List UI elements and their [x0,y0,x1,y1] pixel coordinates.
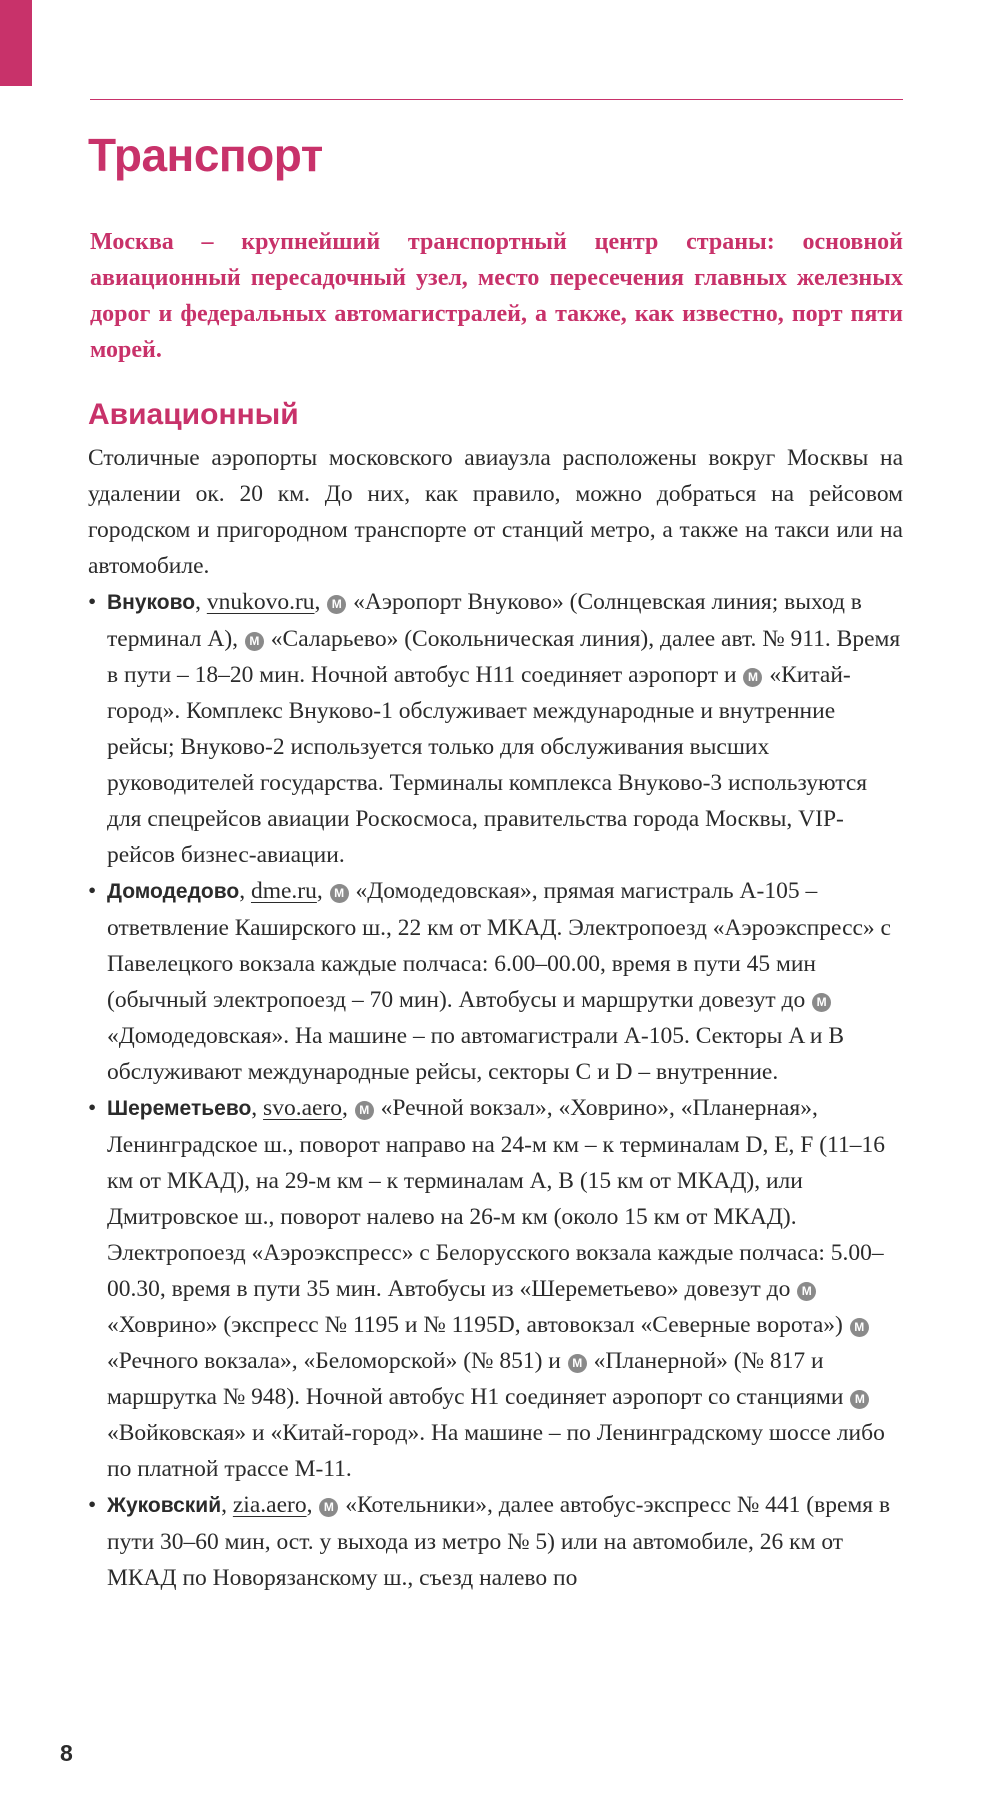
airport-link[interactable]: dme.ru [250,878,317,904]
section-title: Авиационный [88,398,299,431]
item-text: , [314,589,327,615]
bullet-icon: • [88,589,97,615]
list-item-domodedovo [88,873,903,1090]
metro-icon: М [245,632,264,651]
item-text: , [251,1095,264,1121]
airport-link[interactable]: zia.aero [232,1492,307,1518]
item-text: , [316,878,329,904]
item-text: , [306,1492,319,1518]
lead-paragraph: Москва – крупнейший транспортный центр страны: основной авиационный пересадочный узел, место пересечения главных железных дорог и федеральных автомагистралей, а также, как известно, порт пяти морей. [90,229,903,363]
metro-icon: М [797,1282,816,1301]
item-text: , [239,878,251,904]
section-intro: Столичные аэропорты московского авиаузла расположены вокруг Москвы на удалении ок. 20 км. До них, как правило, можно добраться на рейсовом городском и пригородном транспорте от станций метро, а также на такси или на автомобиле. [88,445,903,579]
corner-color-bar [0,0,32,86]
item-text: «Ховрино» (экспресс № 1195 и № 1195D, автовокзал «Северные ворота») [107,1312,849,1338]
item-text: «Речной вокзал», «Ховрино», «Планерная», Ленинградское ш., поворот направо на 24-м км – к терминалам D, E, F (11–16 км от МКАД), на 29-м км – к терминалам A, B (15 км от МКАД), или Дмитровское ш., поворот налево на 26-м км (около 15 км от МКАД). Электропоезд «Аэроэкспресс» с Белорусского вокзала каждые полчаса: 5.00–00.30, время в пути 35 мин. Автобусы из «Шереметьево» довезут до [107,1095,885,1302]
metro-icon: М [812,993,831,1012]
item-text: «Котельники», далее автобус-экспресс № 441 (время в пути 30–60 мин, ост. у выхода из метро № 5) или на автомобиле, 26 км от МКАД по Новорязанскому ш., съезд налево по [107,1492,891,1591]
top-divider [90,99,903,100]
item-text: «Домодедовская», прямая магистраль А-105 – ответвление Каширского ш., 22 км от МКАД. Электропоезд «Аэроэкспресс» с Павелецкого вокзала каждые полчаса: 6.00–00.00, время в пути 45 мин (обычный электропоезд – 70 мин). Автобусы и маршрутки довезут до [107,878,891,1013]
item-text: , [195,589,207,615]
metro-icon: М [319,1498,338,1517]
item-text: , [221,1492,233,1518]
airport-name: Домодедово [107,880,240,903]
list-item-vnukovo [88,584,903,873]
item-text: «Аэропорт Внуково» (Солнцевская линия; выход в терминал А), [107,589,862,652]
bullet-icon: • [88,878,97,904]
item-text: «Войковская» и «Китай-город». На машине – по Ленинградскому шоссе либо по платной трассе М-11. [107,1420,885,1482]
item-text: «Китай-город». Комплекс Внуково-1 обслуживает международные и внутренние рейсы; Внуково-2 используется только для обслуживания высших руководителей государства. Терминалы комплекса Внуково-3 используются для спецрейсов авиации Роскосмоса, правительства города Москвы, VIP-рейсов бизнес-авиации. [107,662,868,868]
item-text: «Планерной» (№ 817 и маршрутка № 948). Ночной автобус Н1 соединяет аэропорт со станциями [107,1348,850,1410]
airport-name: Внуково [107,591,196,614]
metro-icon: М [743,668,762,687]
page-number: 8 [60,1740,73,1766]
metro-icon: М [850,1390,869,1409]
bullet-icon: • [88,1095,97,1121]
item-text: «Саларьево» (Сокольническая линия), далее авт. № 911. Время в пути – 18–20 мин. Ночной автобус Н11 соединяет аэропорт и [107,626,901,688]
airport-name: Шереметьево [107,1097,252,1120]
airport-list [88,584,903,1596]
metro-icon: М [330,884,349,903]
list-item-zhukovsky [88,1487,903,1596]
item-text: «Домодедовская». На машине – по автомагистрали А-105. Секторы A и B обслуживают международные рейсы, секторы C и D – внутренние. [107,1023,845,1085]
airport-link[interactable]: vnukovo.ru [206,589,315,615]
item-text: , [342,1095,354,1121]
bullet-icon: • [88,1492,97,1518]
metro-icon: М [355,1101,374,1120]
airport-name: Жуковский [107,1494,222,1517]
metro-icon: М [568,1354,587,1373]
metro-icon: М [850,1318,869,1337]
page-title: Транспорт [88,129,323,181]
list-item-sheremetyevo [88,1090,903,1487]
airport-link[interactable]: svo.aero [263,1095,343,1121]
metro-icon: М [327,595,346,614]
item-text: «Речного вокзала», «Беломорской» (№ 851) и [107,1348,567,1374]
